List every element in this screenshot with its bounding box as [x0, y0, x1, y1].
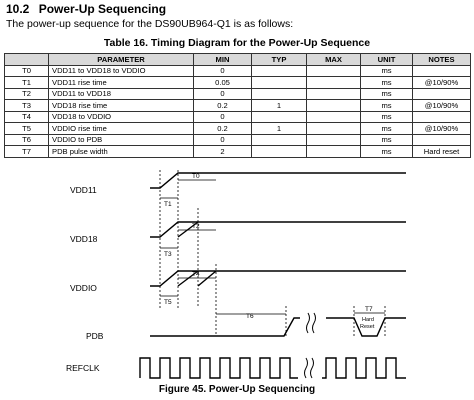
timing-label-t5: T5 — [164, 299, 172, 306]
cell-min: 0 — [194, 65, 252, 77]
cell-min: 2 — [194, 146, 252, 158]
figure-caption: Figure 45. Power-Up Sequencing — [158, 384, 316, 395]
cell-notes: Hard reset — [413, 146, 471, 158]
cell-min: 0 — [194, 134, 252, 146]
cell-typ — [252, 77, 307, 89]
cell-symbol: T6 — [5, 134, 49, 146]
cell-symbol: T1 — [5, 77, 49, 89]
table-row — [5, 111, 471, 123]
refclk-waveform — [140, 358, 298, 378]
cell-unit: ms — [361, 146, 413, 158]
header-parameter: PARAMETER — [49, 54, 194, 66]
cell-typ — [252, 146, 307, 158]
cell-typ — [252, 65, 307, 77]
cell-max — [307, 134, 361, 146]
power-up-timing-diagram — [0, 168, 474, 382]
cell-max — [307, 77, 361, 89]
vdd11-waveform — [150, 173, 406, 188]
timing-label-t0: T0 — [192, 173, 200, 180]
cell-parameter: PDB pulse width — [49, 146, 194, 158]
header-typ: TYP — [252, 54, 307, 66]
cell-min: 0 — [194, 88, 252, 100]
cell-min: 0.05 — [194, 77, 252, 89]
intro-text: The power-up sequence for the DS90UB964-Q1 is as follows: — [6, 18, 294, 30]
table-row — [5, 146, 471, 158]
section-title — [6, 2, 166, 16]
table-row — [5, 65, 471, 77]
cell-notes — [413, 88, 471, 100]
cell-typ — [252, 134, 307, 146]
signal-label-pdb: PDB — [86, 331, 104, 341]
cell-unit: ms — [361, 111, 413, 123]
cell-unit: ms — [361, 100, 413, 112]
cell-max — [307, 100, 361, 112]
header-unit: UNIT — [361, 54, 413, 66]
cell-min: 0 — [194, 111, 252, 123]
section-number: 10.2 — [6, 2, 30, 16]
cell-notes: @10/90% — [413, 100, 471, 112]
cell-unit: ms — [361, 134, 413, 146]
cell-unit: ms — [361, 88, 413, 100]
timing-label-t7: T7 — [365, 306, 373, 313]
cell-parameter: VDDIO rise time — [49, 123, 194, 135]
table-header-row — [5, 54, 471, 66]
break-mark-pdb — [307, 313, 316, 333]
pdb-waveform — [150, 318, 300, 336]
cell-max — [307, 111, 361, 123]
signal-label-vdd18: VDD18 — [70, 234, 98, 244]
refclk-waveform-2 — [322, 358, 406, 378]
vddio-ramp-late2 — [198, 271, 216, 286]
cell-symbol: T5 — [5, 123, 49, 135]
table-row — [5, 88, 471, 100]
hard-reset-label-2: Reset — [360, 324, 375, 330]
signal-label-vdd11: VDD11 — [70, 185, 97, 195]
timing-label-t4: T4 — [192, 271, 200, 278]
cell-max — [307, 146, 361, 158]
header-min: MIN — [194, 54, 252, 66]
table-row — [5, 77, 471, 89]
cell-parameter: VDD18 to VDDIO — [49, 111, 194, 123]
cell-typ: 1 — [252, 100, 307, 112]
timing-label-t3: T3 — [164, 251, 172, 258]
cell-notes: @10/90% — [413, 123, 471, 135]
cell-symbol: T7 — [5, 146, 49, 158]
table-row — [5, 100, 471, 112]
timing-table — [4, 53, 471, 158]
timing-label-t1: T1 — [164, 201, 172, 208]
cell-notes — [413, 65, 471, 77]
cell-max — [307, 65, 361, 77]
cell-max — [307, 123, 361, 135]
cell-symbol: T0 — [5, 65, 49, 77]
cell-parameter: VDD11 to VDD18 to VDDIO — [49, 65, 194, 77]
cell-parameter: VDD11 rise time — [49, 77, 194, 89]
table-row — [5, 123, 471, 135]
hard-reset-label-1: Hard — [362, 317, 374, 323]
cell-symbol: T4 — [5, 111, 49, 123]
cell-unit: ms — [361, 123, 413, 135]
timing-label-t6: T6 — [246, 313, 254, 320]
cell-notes: @10/90% — [413, 77, 471, 89]
cell-symbol: T2 — [5, 88, 49, 100]
cell-typ — [252, 111, 307, 123]
cell-unit: ms — [361, 65, 413, 77]
break-mark-refclk — [305, 358, 314, 378]
header-cell — [5, 54, 49, 66]
table-title: Table 16. Timing Diagram for the Power-Up Sequence — [103, 37, 371, 49]
signal-label-vddio: VDDIO — [70, 283, 97, 293]
timing-label-t2: T2 — [192, 223, 200, 230]
cell-max — [307, 88, 361, 100]
table-row — [5, 134, 471, 146]
cell-parameter: VDD11 to VDD18 — [49, 88, 194, 100]
cell-typ: 1 — [252, 123, 307, 135]
cell-parameter: VDD18 rise time — [49, 100, 194, 112]
signal-label-refclk: REFCLK — [66, 363, 100, 373]
header-max: MAX — [307, 54, 361, 66]
cell-min: 0.2 — [194, 123, 252, 135]
cell-notes — [413, 134, 471, 146]
cell-typ — [252, 88, 307, 100]
header-notes: NOTES — [413, 54, 471, 66]
cell-unit: ms — [361, 77, 413, 89]
cell-symbol: T3 — [5, 100, 49, 112]
section-heading: Power-Up Sequencing — [38, 2, 167, 16]
cell-parameter: VDDIO to PDB — [49, 134, 194, 146]
cell-min: 0.2 — [194, 100, 252, 112]
cell-notes — [413, 111, 471, 123]
